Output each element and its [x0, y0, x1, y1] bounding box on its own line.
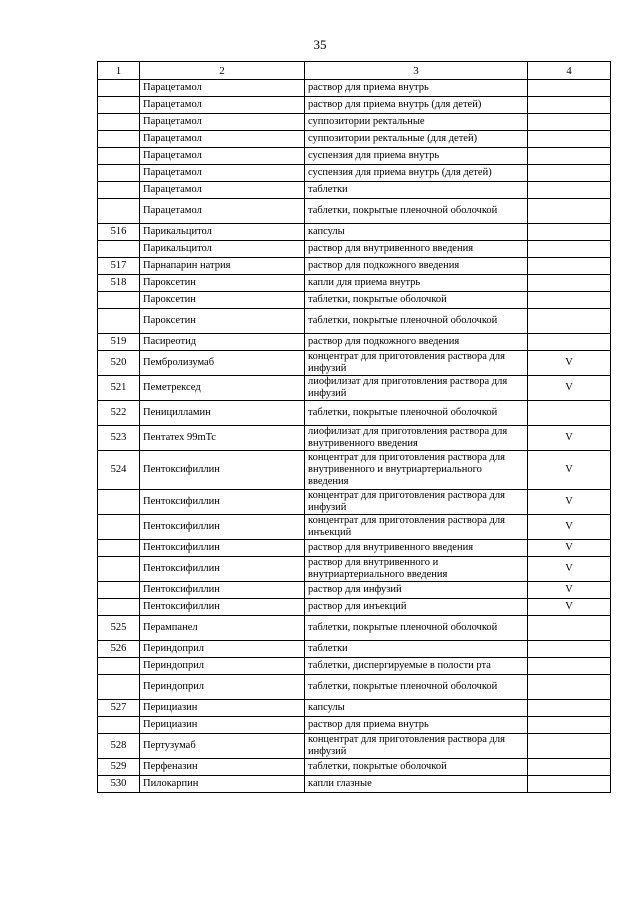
drug-name: Парацетамол: [140, 97, 305, 114]
row-number: [98, 717, 140, 734]
row-number: [98, 165, 140, 182]
row-number: [98, 131, 140, 148]
mark-v: V: [528, 426, 611, 451]
dosage-form: раствор для приема внутрь: [305, 80, 528, 97]
mark-v: V: [528, 451, 611, 490]
table-row: [98, 734, 611, 759]
mark-v: [528, 182, 611, 199]
dosage-form: раствор для внутривенного введения: [305, 540, 528, 557]
table-row: [98, 334, 611, 351]
table-row: [98, 165, 611, 182]
table-row: [98, 599, 611, 616]
mark-v: [528, 616, 611, 641]
row-number: [98, 241, 140, 258]
table-row: [98, 700, 611, 717]
dosage-form: суппозитории ректальные: [305, 114, 528, 131]
table-row: [98, 401, 611, 426]
table-row: [98, 224, 611, 241]
row-number: [98, 309, 140, 334]
dosage-form: раствор для инъекций: [305, 599, 528, 616]
mark-v: [528, 700, 611, 717]
mark-v: V: [528, 582, 611, 599]
drug-name: Пентоксифиллин: [140, 582, 305, 599]
dosage-form: лиофилизат для приготовления раствора для инфузий: [305, 376, 528, 401]
dosage-form: концентрат для приготовления раствора для внутривенного и внутриартериального введения: [305, 451, 528, 490]
drug-name: Парацетамол: [140, 182, 305, 199]
drug-name: Пентоксифиллин: [140, 557, 305, 582]
dosage-form: раствор для внутривенного введения: [305, 241, 528, 258]
mark-v: [528, 759, 611, 776]
mark-v: V: [528, 540, 611, 557]
table-row: [98, 776, 611, 793]
mark-v: V: [528, 599, 611, 616]
row-number: 516: [98, 224, 140, 241]
mark-v: [528, 776, 611, 793]
dosage-form: таблетки, покрытые оболочкой: [305, 292, 528, 309]
row-number: [98, 114, 140, 131]
drug-table-body: [98, 62, 611, 793]
mark-v: [528, 658, 611, 675]
row-number: 529: [98, 759, 140, 776]
row-number: [98, 148, 140, 165]
dosage-form: раствор для инфузий: [305, 582, 528, 599]
table-row: [98, 97, 611, 114]
table-row: [98, 258, 611, 275]
mark-v: [528, 734, 611, 759]
drug-name: Парнапарин натрия: [140, 258, 305, 275]
mark-v: [528, 275, 611, 292]
row-number: [98, 490, 140, 515]
mark-v: V: [528, 557, 611, 582]
drug-name: Пасиреотид: [140, 334, 305, 351]
drug-name: Перампанел: [140, 616, 305, 641]
table-row: [98, 515, 611, 540]
row-number: 524: [98, 451, 140, 490]
drug-name: Парикальцитол: [140, 241, 305, 258]
table-row: [98, 309, 611, 334]
drug-name: Пароксетин: [140, 292, 305, 309]
dosage-form: суспензия для приема внутрь (для детей): [305, 165, 528, 182]
mark-v: V: [528, 351, 611, 376]
drug-name: Пентоксифиллин: [140, 451, 305, 490]
drug-name: Парикальцитол: [140, 224, 305, 241]
drug-name: Пентоксифиллин: [140, 515, 305, 540]
mark-v: V: [528, 515, 611, 540]
dosage-form: раствор для подкожного введения: [305, 258, 528, 275]
table-row: [98, 275, 611, 292]
table-row: [98, 182, 611, 199]
drug-name: Парацетамол: [140, 148, 305, 165]
dosage-form: концентрат для приготовления раствора для инфузий: [305, 490, 528, 515]
dosage-form: таблетки, покрытые пленочной оболочкой: [305, 199, 528, 224]
row-number: 530: [98, 776, 140, 793]
table-row: [98, 540, 611, 557]
drug-table: [97, 61, 611, 793]
row-number: [98, 557, 140, 582]
drug-name: Пембролизумаб: [140, 351, 305, 376]
table-row: [98, 759, 611, 776]
row-number: [98, 658, 140, 675]
row-number: [98, 675, 140, 700]
row-number: 522: [98, 401, 140, 426]
mark-v: [528, 717, 611, 734]
row-number: [98, 292, 140, 309]
drug-name: Периндоприл: [140, 675, 305, 700]
table-row: [98, 582, 611, 599]
mark-v: [528, 199, 611, 224]
table-row: [98, 148, 611, 165]
dosage-form: таблетки, покрытые оболочкой: [305, 759, 528, 776]
table-row: [98, 351, 611, 376]
dosage-form: таблетки, покрытые пленочной оболочкой: [305, 616, 528, 641]
mark-v: [528, 165, 611, 182]
mark-v: V: [528, 490, 611, 515]
drug-name: Пентоксифиллин: [140, 490, 305, 515]
table-row: [98, 557, 611, 582]
row-number: 520: [98, 351, 140, 376]
mark-v: [528, 148, 611, 165]
row-number: 519: [98, 334, 140, 351]
dosage-form: капли глазные: [305, 776, 528, 793]
table-row: [98, 426, 611, 451]
drug-name: Пароксетин: [140, 309, 305, 334]
row-number: 526: [98, 641, 140, 658]
drug-name: Пилокарпин: [140, 776, 305, 793]
dosage-form: раствор для приема внутрь: [305, 717, 528, 734]
row-number: 527: [98, 700, 140, 717]
row-number: 528: [98, 734, 140, 759]
table-row: [98, 241, 611, 258]
table-row: [98, 451, 611, 490]
row-number: [98, 540, 140, 557]
row-number: 523: [98, 426, 140, 451]
dosage-form: раствор для внутривенного и внутриартериального введения: [305, 557, 528, 582]
dosage-form: таблетки, покрытые пленочной оболочкой: [305, 309, 528, 334]
dosage-form: таблетки: [305, 182, 528, 199]
drug-name: Парацетамол: [140, 114, 305, 131]
dosage-form: суппозитории ректальные (для детей): [305, 131, 528, 148]
table-row: [98, 658, 611, 675]
row-number: [98, 97, 140, 114]
dosage-form: лиофилизат для приготовления раствора для внутривенного введения: [305, 426, 528, 451]
mark-v: V: [528, 376, 611, 401]
drug-name: Пентоксифиллин: [140, 540, 305, 557]
mark-v: [528, 131, 611, 148]
row-number: 518: [98, 275, 140, 292]
drug-name: Перициазин: [140, 717, 305, 734]
drug-name: Периндоприл: [140, 658, 305, 675]
mark-v: [528, 334, 611, 351]
dosage-form: таблетки, диспергируемые в полости рта: [305, 658, 528, 675]
table-row: [98, 80, 611, 97]
dosage-form: капсулы: [305, 224, 528, 241]
table-row: [98, 292, 611, 309]
mark-v: [528, 641, 611, 658]
dosage-form: концентрат для приготовления раствора для инфузий: [305, 351, 528, 376]
row-number: 525: [98, 616, 140, 641]
mark-v: [528, 675, 611, 700]
row-number: 517: [98, 258, 140, 275]
mark-v: [528, 114, 611, 131]
mark-v: [528, 292, 611, 309]
dosage-form: раствор для приема внутрь (для детей): [305, 97, 528, 114]
drug-name: Пертузумаб: [140, 734, 305, 759]
dosage-form: таблетки, покрытые пленочной оболочкой: [305, 675, 528, 700]
table-row: [98, 641, 611, 658]
drug-name: Пеметрексед: [140, 376, 305, 401]
dosage-form: концентрат для приготовления раствора для инфузий: [305, 734, 528, 759]
header-col-mark: 4: [528, 62, 611, 80]
drug-name: Пароксетин: [140, 275, 305, 292]
mark-v: [528, 258, 611, 275]
drug-name: Парацетамол: [140, 80, 305, 97]
mark-v: [528, 241, 611, 258]
page-number: 35: [313, 37, 327, 52]
table-row: [98, 376, 611, 401]
table-row: [98, 131, 611, 148]
dosage-form: капли для приема внутрь: [305, 275, 528, 292]
row-number: [98, 582, 140, 599]
header-col-form: 3: [305, 62, 528, 80]
drug-name: Парацетамол: [140, 199, 305, 224]
table-row: [98, 199, 611, 224]
row-number: [98, 599, 140, 616]
row-number: [98, 515, 140, 540]
table-row: [98, 717, 611, 734]
drug-name: Перфеназин: [140, 759, 305, 776]
drug-name: Пеницилламин: [140, 401, 305, 426]
row-number: [98, 80, 140, 97]
header-col-name: 2: [140, 62, 305, 80]
dosage-form: таблетки, покрытые пленочной оболочкой: [305, 401, 528, 426]
drug-name: Пентоксифиллин: [140, 599, 305, 616]
table-header-row: [98, 62, 611, 80]
dosage-form: суспензия для приема внутрь: [305, 148, 528, 165]
drug-name: Перициазин: [140, 700, 305, 717]
dosage-form: капсулы: [305, 700, 528, 717]
dosage-form: раствор для подкожного введения: [305, 334, 528, 351]
mark-v: [528, 309, 611, 334]
row-number: [98, 199, 140, 224]
mark-v: [528, 97, 611, 114]
table-row: [98, 675, 611, 700]
table-row: [98, 616, 611, 641]
mark-v: [528, 80, 611, 97]
dosage-form: концентрат для приготовления раствора для инъекций: [305, 515, 528, 540]
row-number: [98, 182, 140, 199]
row-number: 521: [98, 376, 140, 401]
table-row: [98, 490, 611, 515]
dosage-form: таблетки: [305, 641, 528, 658]
mark-v: [528, 224, 611, 241]
header-col-number: 1: [98, 62, 140, 80]
drug-name: Пентатех 99mTc: [140, 426, 305, 451]
drug-name: Парацетамол: [140, 131, 305, 148]
drug-name: Периндоприл: [140, 641, 305, 658]
drug-name: Парацетамол: [140, 165, 305, 182]
mark-v: [528, 401, 611, 426]
table-row: [98, 114, 611, 131]
